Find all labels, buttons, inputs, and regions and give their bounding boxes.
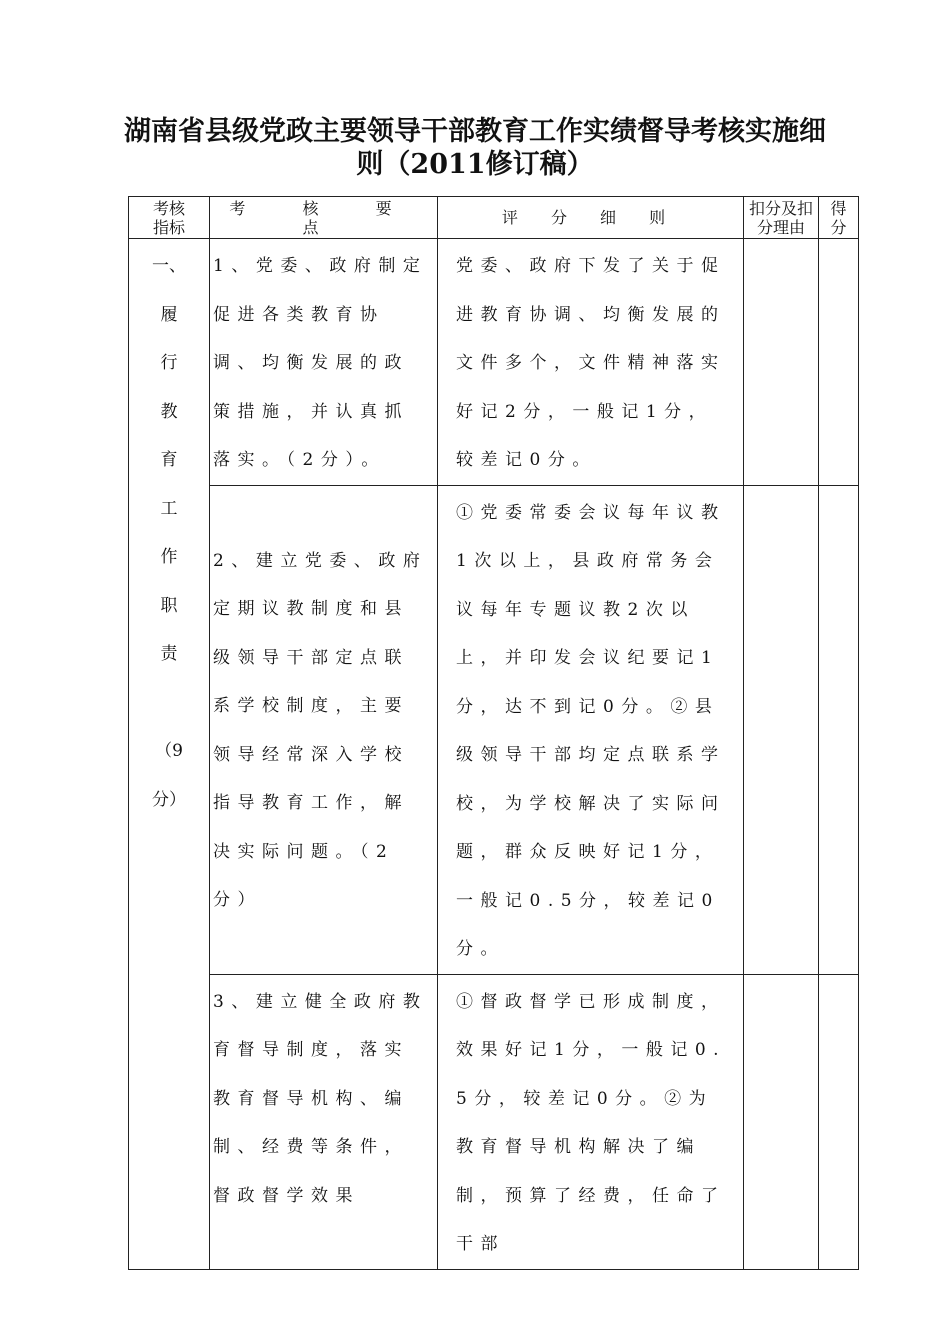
header-deduction-reason: 扣分及扣 分理由 xyxy=(748,198,813,237)
document-title-line-2: 则（2011修订稿） xyxy=(356,149,594,180)
header-scoring-rules: 评 分 细 则 xyxy=(501,208,680,227)
header-indicator: 考核 指标 xyxy=(152,198,185,237)
table-row xyxy=(129,485,859,974)
table-header-row xyxy=(129,197,859,239)
scoring-rule-text: ①督政督学已形成制度，效果好记1分，一般记0.5分，较差记0分。②为教育督导机构解决了编制，预算了经费，任命了干部 xyxy=(456,991,727,1254)
document-title-line-1: 湖南省县级党政主要领导干部教育工作实绩督导考核实施细 xyxy=(124,116,826,147)
table-row xyxy=(129,974,859,1269)
header-key-points: 考 核 要 点 xyxy=(229,198,418,237)
key-point-text: 1、党委、政府制定促进各类教育协调、均衡发展的政策措施，并认真抓落实。（2分）。 xyxy=(213,256,428,470)
table-row xyxy=(129,239,859,486)
assessment-table xyxy=(128,196,859,1270)
category-label: 一、 履 行 教 育 工 作 职 责 （9 分） xyxy=(152,256,186,810)
key-point-text: 3、建立健全政府教育督导制度，落实教育督导机构、编制、经费等条件，督政督学效果 xyxy=(213,991,428,1206)
category-cell xyxy=(129,239,210,1270)
header-score: 得 分 xyxy=(830,198,847,237)
scoring-rule-text: 党委、政府下发了关于促进教育协调、均衡发展的文件多个，文件精神落实好记2分，一般记1分，较差记0分。 xyxy=(456,256,726,470)
key-point-text: 2、建立党委、政府定期议教制度和县级领导干部定点联系学校制度，主要领导经常深入学校指导教育工作，解决实际问题。（2分） xyxy=(213,550,428,910)
scoring-rule-text: ①党委常委会议每年议教1次以上，县政府常务会议每年专题议教2次以上，并印发会议纪要记1分，达不到记0分。②县级领导干部均定点联系学校，为学校解决了实际问题，群众反映好记1分，一般记0.5分，较差记0分。 xyxy=(456,502,726,959)
